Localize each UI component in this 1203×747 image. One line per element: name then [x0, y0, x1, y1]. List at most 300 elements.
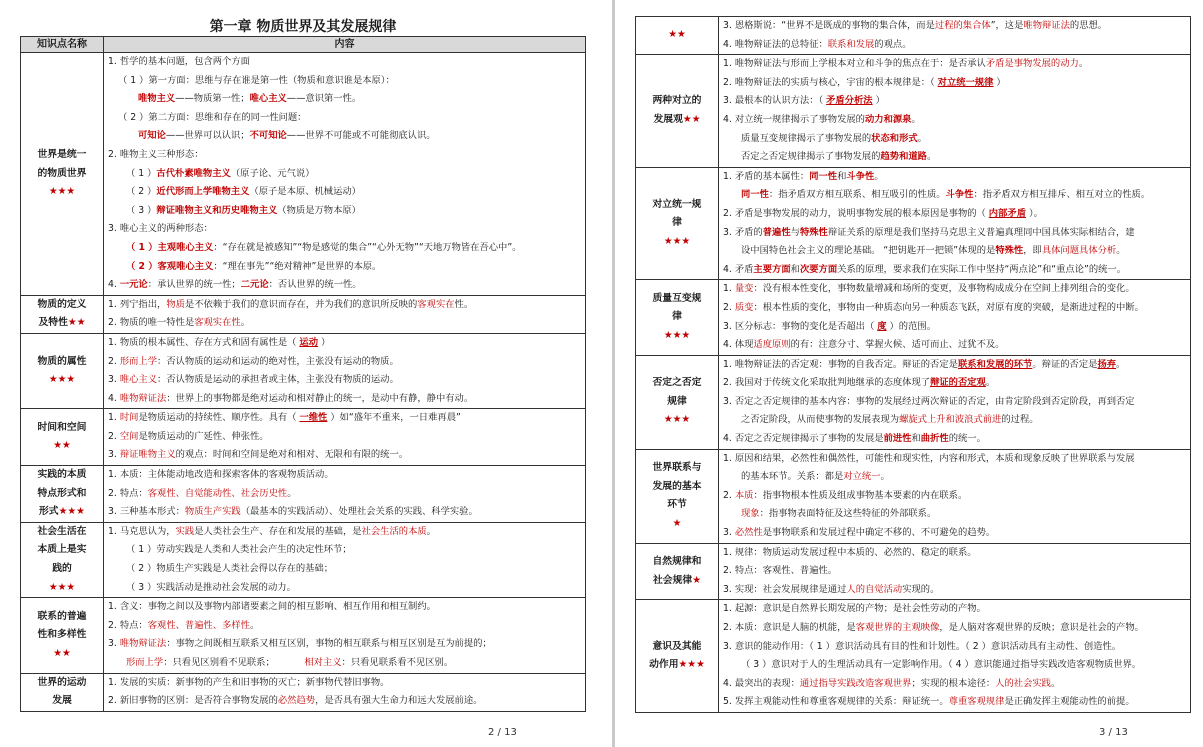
knowledge-point-name: 律 — [672, 311, 682, 323]
table-body — [636, 17, 1191, 713]
text-segment: 2. — [108, 430, 120, 442]
highlighted-term: 相对主义 — [304, 657, 342, 668]
content-line — [723, 318, 1186, 337]
highlighted-term: 扬弃 — [1097, 358, 1117, 370]
table-row — [636, 280, 1191, 355]
content-line — [723, 487, 1186, 506]
highlighted-term: 客观实在 — [417, 298, 455, 310]
table-row — [21, 598, 586, 673]
content-line — [723, 55, 1186, 74]
text-segment: 2. 唯物辩证法的实质与核心，宇宙的根本规律是：（ — [723, 76, 938, 88]
text-segment: ：事物之间既相互联系又相互区别，事物的相互联系与相互区别是互为前提的； — [166, 638, 492, 650]
text-segment: 1. — [108, 412, 120, 424]
text-segment: ——世界不可能或不可能彻底认识。 — [286, 130, 436, 142]
text-segment: ：指矛盾双方相互联系、相互吸引的性质。 — [768, 189, 946, 201]
highlighted-term: 矛盾分析法 — [826, 95, 873, 107]
highlighted-term: 客观实在性 — [194, 317, 241, 329]
text-segment: 4. — [108, 392, 120, 404]
text-segment: 性。 — [454, 298, 474, 310]
highlighted-term: 内部矛盾 — [988, 207, 1026, 219]
knowledge-point-cell — [636, 55, 719, 168]
text-segment: 3. 矛盾的 — [723, 226, 763, 238]
text-segment: ——物质第一性； — [175, 93, 250, 105]
content-line — [108, 165, 581, 184]
content-cell — [104, 522, 586, 597]
text-segment: 是事物联系和发展过程中确定不移的、不可避免的趋势。 — [762, 527, 996, 539]
knowledge-point-name: 世界的运动 — [37, 676, 87, 688]
knowledge-point-name: 律 — [672, 217, 682, 229]
text-segment: ：指事物根本性质及组成事物基本要素的内在联系。 — [753, 489, 968, 501]
table-row — [636, 600, 1191, 713]
content-line — [108, 692, 581, 711]
text-segment: 辩证关系的原理是我们坚持马克思主义普遍真理同中国具体实际相结合，建 — [827, 226, 1135, 238]
text-segment: 2. 物质的唯一特性是 — [108, 317, 195, 329]
highlighted-term: 唯物主义 — [138, 93, 176, 105]
highlighted-term: 特殊性 — [799, 226, 828, 238]
knowledge-point-name: 质量互变规 — [652, 292, 702, 304]
content-line — [723, 581, 1186, 600]
importance-stars: ★★★ — [663, 329, 691, 341]
text-segment: （ 1 ）劳动实践是人类和人类社会产生的决定性环节； — [126, 544, 352, 556]
text-segment: ：指矛盾双方相互排斥、相互对立的性质。 — [973, 189, 1151, 201]
knowledge-point-name: 社会规律 — [653, 574, 693, 586]
text-segment: ，是人脑对客观世界的反映；意识是社会的产物。 — [939, 622, 1144, 633]
importance-stars: ★★ — [668, 29, 686, 41]
text-segment: 。 — [880, 471, 890, 483]
highlighted-term: 近代形而上学唯物主义 — [156, 186, 250, 198]
highlighted-term: 二元论 — [240, 279, 269, 291]
text-segment: 3. 最根本的认识方法：（ — [723, 95, 827, 107]
text-segment: 否定之否定规律揭示了事物发展的 — [741, 151, 881, 163]
highlighted-term: 对立统一 — [843, 471, 881, 483]
highlighted-term: 辩证的否定观 — [930, 377, 986, 389]
table-body — [21, 53, 586, 712]
table-row — [636, 543, 1191, 600]
content-line — [723, 356, 1186, 375]
text-segment: 的观点。 — [874, 38, 912, 50]
knowledge-point-name: 物质的属性 — [37, 355, 87, 367]
content-line — [108, 560, 581, 579]
text-segment: ，即 — [1023, 245, 1042, 257]
content-line — [108, 183, 581, 202]
text-segment: ：“存在就是被感知”“物是感觉的集合”“心外无物”“天地万物皆在吾心中”。 — [213, 241, 522, 253]
highlighted-term: 趋势和道路 — [880, 151, 927, 163]
highlighted-term: 曲折性 — [920, 433, 949, 445]
knowledge-point-cell — [636, 355, 719, 449]
text-segment: 3. 恩格斯说：“世界不是既成的事物的集合体，而是 — [723, 20, 935, 31]
text-segment: （ 3 ）意识对于人的生理活动具有一定影响作用。（ 4 ）意识能通过指导实践改造客观物质世界。 — [741, 659, 1142, 671]
knowledge-point-cell — [21, 522, 104, 597]
text-segment: 1. 哲学的基本问题，包含两个方面 — [108, 56, 250, 67]
knowledge-point-cell — [21, 673, 104, 711]
knowledge-point-cell — [21, 409, 104, 466]
text-segment: ：没有根本性变化，事物数量增减和场所的变更，及事物构成成分在空间上排列组合的变化。 — [753, 283, 1135, 295]
text-segment: （ 1 ） — [126, 167, 157, 179]
text-segment: ）如“盛年不重来，一日难再晨” — [327, 412, 461, 424]
content-line — [108, 296, 581, 315]
text-segment: （ 2 ）第二方面：思维和存在的同一性问题： — [118, 111, 307, 123]
highlighted-term: 社会生活的本质 — [361, 525, 427, 537]
text-segment: 2. 特点： — [108, 487, 148, 499]
content-line — [723, 524, 1186, 543]
text-segment: 和 — [911, 433, 921, 445]
content-line — [108, 146, 581, 165]
highlighted-term: 过程的集合体 — [934, 20, 991, 31]
text-segment: ：承认世界的统一性； — [147, 279, 241, 291]
content-line — [108, 220, 581, 239]
importance-stars: ★★★ — [48, 581, 76, 593]
knowledge-point-cell — [636, 280, 719, 355]
content-line — [108, 90, 581, 109]
content-line — [723, 242, 1186, 261]
text-segment: 的有：注意分寸、掌握火候、适可而止、过犹不及。 — [790, 339, 1005, 351]
content-cell — [104, 466, 586, 523]
content-line — [108, 72, 581, 91]
highlighted-term: 唯物辩证法 — [119, 392, 167, 404]
knowledge-point-cell — [21, 466, 104, 523]
importance-stars: ★★★ — [663, 414, 691, 426]
content-line — [723, 675, 1186, 694]
text-segment: 1. 规律：物质运动发展过程中本质的、必然的、稳定的联系。 — [723, 546, 977, 558]
text-segment: 。 — [1078, 58, 1089, 70]
text-segment: ）。 — [1026, 207, 1043, 219]
highlighted-term: 时间 — [119, 412, 139, 424]
text-segment: 的思想。 — [1069, 20, 1108, 31]
text-segment: 2. 特点： — [108, 619, 148, 631]
highlighted-term: 唯物辩证法 — [1023, 20, 1070, 31]
content-line — [723, 261, 1186, 280]
content-line — [723, 111, 1186, 130]
highlighted-term: （ 1 ）主观唯心主义 — [126, 241, 214, 253]
highlighted-term: 本质 — [734, 489, 754, 501]
content-cell — [719, 280, 1191, 355]
content-cell — [104, 409, 586, 466]
text-segment: 的基本环节。关系：都是 — [741, 471, 844, 483]
content-line — [723, 224, 1186, 243]
text-segment: 2. 特点：客观性、普遍性。 — [723, 565, 838, 577]
highlighted-term: 必然性 — [734, 527, 763, 539]
text-segment: ——意识第一性。 — [286, 93, 362, 105]
highlighted-term: 通过指导实践改造客观世界 — [799, 677, 912, 689]
text-segment: 2. — [108, 355, 120, 367]
text-segment: 2. 本质：意识是人脑的机能，是 — [723, 622, 856, 633]
highlighted-term: 客观性、自觉能动性、社会历史性 — [147, 487, 288, 499]
knowledge-point-cell — [636, 543, 719, 600]
knowledge-point-name: 世界是统一 — [37, 148, 87, 160]
content-line — [108, 127, 581, 146]
knowledge-point-name: 动作用 — [649, 659, 679, 671]
content-line — [723, 280, 1186, 299]
highlighted-term: 物质生产实践 — [184, 506, 241, 518]
content-cell — [104, 53, 586, 296]
knowledge-point-name: 践的 — [52, 563, 72, 575]
text-segment: 。 — [240, 317, 251, 329]
text-segment: ，是否具有强大生命力和远大发展前途。 — [315, 695, 483, 707]
content-cell — [719, 543, 1191, 600]
knowledge-table-right — [635, 16, 1191, 713]
content-line — [723, 299, 1186, 318]
text-segment: 和 — [790, 263, 800, 275]
content-line — [108, 541, 581, 560]
content-line — [108, 276, 581, 295]
highlighted-term: 形而上学 — [126, 657, 164, 668]
content-cell — [104, 333, 586, 408]
highlighted-term: 物质 — [166, 298, 185, 310]
content-line — [723, 468, 1186, 487]
knowledge-point-name: 规律 — [667, 395, 687, 407]
highlighted-term: 同一性 — [809, 170, 838, 182]
knowledge-point-name: 形式 — [39, 506, 59, 518]
highlighted-term: 前进性 — [883, 433, 912, 445]
text-segment: 2. 唯物主义三种形态： — [108, 148, 204, 160]
highlighted-term: 现象 — [741, 508, 760, 520]
highlighted-term: 矛盾是事物发展的动力 — [985, 58, 1079, 70]
content-line — [723, 693, 1186, 712]
content-line — [723, 600, 1186, 619]
content-line — [723, 205, 1186, 224]
content-line — [108, 390, 581, 409]
knowledge-point-name: 本质上是实 — [37, 544, 87, 556]
content-line — [723, 17, 1186, 36]
importance-stars: ★★ — [53, 440, 71, 452]
knowledge-point-name: 对立统一规 — [652, 198, 702, 210]
header-content: 内容 — [104, 37, 586, 53]
knowledge-point-name: 时间和空间 — [37, 421, 87, 433]
highlighted-term: 形而上学 — [119, 355, 158, 367]
content-line — [108, 466, 581, 485]
text-segment: ；实现的根本途径： — [911, 677, 996, 689]
text-segment: 。 — [917, 132, 927, 144]
content-line — [108, 579, 581, 598]
knowledge-point-cell — [21, 295, 104, 333]
content-line — [108, 258, 581, 277]
text-segment: （ 3 ） — [126, 204, 157, 216]
text-segment: 的过程。 — [1001, 414, 1039, 426]
content-line — [108, 598, 581, 617]
text-segment: 。 — [287, 487, 297, 499]
text-segment: 的统一。 — [948, 433, 986, 445]
text-segment: ：指事物表面特征及这些特征的外部联系。 — [759, 508, 937, 520]
text-segment: 1. 矛盾的基本属性： — [723, 170, 810, 182]
content-line — [723, 74, 1186, 93]
knowledge-point-cell — [636, 17, 719, 55]
text-segment: 3. 意识的能动作用：（ 1 ）意识活动具有目的性和计划性。（ 2 ）意识活动具有主动性、创造性。 — [723, 640, 1122, 652]
content-line — [723, 430, 1186, 449]
text-segment: 2. 矛盾是事物发展的动力，说明事物发展的根本原因是事物的（ — [723, 207, 989, 219]
content-cell — [104, 295, 586, 333]
content-line — [723, 374, 1186, 393]
highlighted-term: 对立统一规律 — [937, 76, 994, 88]
content-line — [108, 409, 581, 428]
content-line — [723, 562, 1186, 581]
text-segment: 3. 区分标志：事物的变化是否超出（ — [723, 320, 878, 332]
highlighted-term: 一维性 — [299, 412, 328, 424]
table-row — [21, 295, 586, 333]
highlighted-term: 螺旋式上升和波浪式前进 — [899, 414, 1002, 426]
chapter-title: 第一章 物质世界及其发展规律 — [209, 19, 397, 35]
content-line — [723, 168, 1186, 187]
importance-stars: ★★ — [682, 113, 701, 125]
text-segment: 4. 对立统一规律揭示了事物发展的 — [723, 113, 865, 125]
knowledge-point-name: 特点形式和 — [37, 487, 87, 499]
importance-stars: ★★ — [53, 647, 71, 659]
table-row — [21, 409, 586, 466]
content-line — [108, 635, 581, 654]
text-segment: 是不依赖于我们的意识而存在，并为我们的意识所反映的 — [184, 298, 418, 310]
highlighted-term: 主要方面 — [753, 263, 791, 275]
text-segment: ：只看见区别看不见联系； — [163, 657, 305, 668]
highlighted-term: 联系和发展 — [827, 38, 875, 50]
highlighted-term: 必然趋势 — [277, 695, 316, 707]
text-segment: 3. 实现：社会发展规律是通过 — [723, 583, 847, 595]
text-segment: 1. 发展的实质：新事物的产生和旧事物的灭亡；新事物代替旧事物。 — [108, 676, 390, 688]
knowledge-point-cell — [636, 600, 719, 713]
table-row — [21, 466, 586, 523]
content-line — [723, 92, 1186, 111]
knowledge-point-cell — [636, 449, 719, 543]
page-number: 3 / 13 — [1099, 727, 1128, 738]
text-segment: 是正确发挥主观能动性的前提。 — [1004, 696, 1135, 708]
content-line — [723, 619, 1186, 638]
knowledge-point-name: 性和多样性 — [37, 629, 87, 641]
text-segment: 2. — [723, 301, 735, 313]
knowledge-point-name: 发展的基本 — [652, 480, 702, 492]
knowledge-point-cell — [21, 53, 104, 296]
text-segment: ） — [993, 76, 1006, 88]
text-segment: 实现的。 — [902, 583, 940, 595]
text-segment: 4. — [108, 279, 120, 291]
highlighted-term: 联系和发展的环节 — [957, 358, 1033, 370]
text-segment: 1. 起源：意识是自然界长期发展的产物；是社会性劳动的产物。 — [723, 603, 986, 615]
content-line — [108, 109, 581, 128]
knowledge-point-name: 自然规律和 — [652, 555, 702, 567]
content-line — [108, 371, 581, 390]
knowledge-point-cell — [21, 333, 104, 408]
header-knowledge-point: 知识点名称 — [21, 37, 104, 53]
text-segment: 2. — [723, 489, 735, 501]
text-segment: 4. 唯物辩证法的总特征： — [723, 38, 828, 50]
text-segment: 。 — [250, 619, 260, 631]
text-segment: 1. 物质的根本属性、存在方式和固有属性是（ — [108, 336, 300, 348]
content-line — [723, 36, 1186, 55]
importance-stars: ★ — [692, 574, 701, 586]
highlighted-term: 客观世界的主观映像 — [855, 622, 940, 633]
text-segment: 。 — [985, 377, 996, 389]
text-segment: 。 — [426, 525, 436, 537]
table-row — [21, 53, 586, 296]
text-segment: 和 — [837, 170, 847, 182]
highlighted-term: 斗争性 — [945, 189, 974, 201]
content-line — [108, 617, 581, 636]
knowledge-table-left — [20, 36, 586, 712]
knowledge-point-name: 的物质世界 — [37, 167, 87, 179]
highlighted-term: 状态和形式 — [871, 132, 918, 144]
highlighted-term: 客观性、普遍性、多样性 — [147, 619, 250, 631]
table-row — [636, 449, 1191, 543]
highlighted-term: 唯心主义 — [249, 93, 287, 105]
highlighted-term: 不可知论 — [249, 130, 287, 142]
text-segment: 1. 含义：事物之间以及事物内部诸要素之间的相互影响、相互作用和相互制约。 — [108, 601, 436, 613]
knowledge-point-name: 及特性 — [38, 317, 68, 329]
table-row — [21, 522, 586, 597]
knowledge-point-name: 环节 — [667, 499, 687, 511]
content-line — [108, 202, 581, 221]
text-segment: 5. 发挥主观能动性和尊重客观规律的关系：辩证统一。 — [723, 696, 949, 708]
table-row — [21, 333, 586, 408]
text-segment: ：否认物质的运动和运动的绝对性，主张没有运动的物质。 — [157, 355, 399, 367]
text-segment: 设中国特色社会主义的理论基础。 “把钥匙开一把锁”体现的是 — [741, 245, 996, 257]
highlighted-term: 量变 — [734, 283, 754, 295]
text-segment: 2. 新旧事物的区别：是否符合事物发展的 — [108, 695, 278, 707]
highlighted-term: 辩证唯物主义 — [119, 449, 176, 461]
text-segment: 是人类社会生产、存在和发展的基础，是 — [194, 525, 362, 537]
text-segment: （ 1 ）第一方面：思维与存在谁是第一性（物质和意识谁是本原）： — [118, 74, 395, 86]
content-line — [108, 503, 581, 522]
content-line — [723, 544, 1186, 563]
content-cell — [719, 355, 1191, 449]
content-line — [723, 638, 1186, 657]
highlighted-term: 特殊性 — [995, 245, 1024, 257]
text-segment: （最基本的实践活动）、处理社会关系的实践、科学实验。 — [240, 506, 478, 518]
content-line — [108, 654, 581, 673]
knowledge-point-name: 发展观 — [653, 113, 683, 125]
text-segment: 1. 本质：主体能动地改造和探索客体的客观物质活动。 — [108, 469, 334, 481]
highlighted-term: 人的自觉活动 — [846, 583, 903, 595]
content-line — [108, 674, 581, 693]
highlighted-term: 普遍性 — [762, 226, 791, 238]
highlighted-term: 可知论 — [138, 130, 166, 142]
page-number: 2 / 13 — [488, 727, 517, 738]
text-segment: ：根本性质的变化，事物由一种质态向另一种质态飞跃，对原有度的突破，是渐进过程的中断。 — [753, 301, 1144, 313]
knowledge-point-name: 联系的普遍 — [37, 610, 87, 622]
table-row — [21, 673, 586, 711]
text-segment: 。 — [1050, 677, 1061, 689]
text-segment: ：否认世界的统一性。 — [268, 279, 362, 291]
knowledge-point-name: 发展 — [52, 695, 72, 707]
importance-stars: ★ — [672, 517, 682, 529]
content-line — [108, 314, 581, 333]
text-segment: 1. 列宁指出， — [108, 298, 167, 310]
highlighted-term: 唯心主义 — [119, 374, 158, 386]
text-segment: 4. 最突出的表现： — [723, 677, 800, 689]
content-cell — [719, 55, 1191, 168]
table-row — [636, 167, 1191, 280]
text-segment: 3. 否定之否定规律的基本内容：事物的发展经过两次辩证的否定，由肯定阶段到否定阶段，再到否定 — [723, 395, 1135, 407]
importance-stars: ★★ — [67, 317, 86, 329]
text-segment: 1. 唯物辩证法与形而上学根本对立和斗争的焦点在于：是否承认 — [723, 58, 986, 70]
text-segment: 3. 三种基本形式： — [108, 506, 185, 518]
content-line — [108, 446, 581, 465]
knowledge-point-name: 社会生活在 — [37, 525, 87, 537]
text-segment: ”，这是 — [990, 20, 1024, 31]
content-line — [723, 148, 1186, 167]
text-segment: 4. 矛盾 — [723, 263, 754, 275]
highlighted-term: 空间 — [119, 430, 139, 442]
text-segment: 。 — [1116, 245, 1126, 257]
text-segment: 。 — [1116, 358, 1126, 370]
highlighted-term: 次要方面 — [799, 263, 838, 275]
content-cell — [104, 673, 586, 711]
text-segment: 1. 唯物辩证法的否定观：事物的自我否定。辩证的否定是 — [723, 358, 958, 370]
text-segment: 1. 马克思认为， — [108, 525, 176, 537]
content-line — [108, 485, 581, 504]
content-line — [723, 336, 1186, 355]
text-segment: 。 — [911, 113, 921, 125]
text-segment: ：只看见联系看不见区别。 — [341, 657, 454, 668]
content-line — [108, 334, 581, 353]
text-segment: 4. 否定之否定规律揭示了事物的发展是 — [723, 433, 884, 445]
table-row — [636, 17, 1191, 55]
